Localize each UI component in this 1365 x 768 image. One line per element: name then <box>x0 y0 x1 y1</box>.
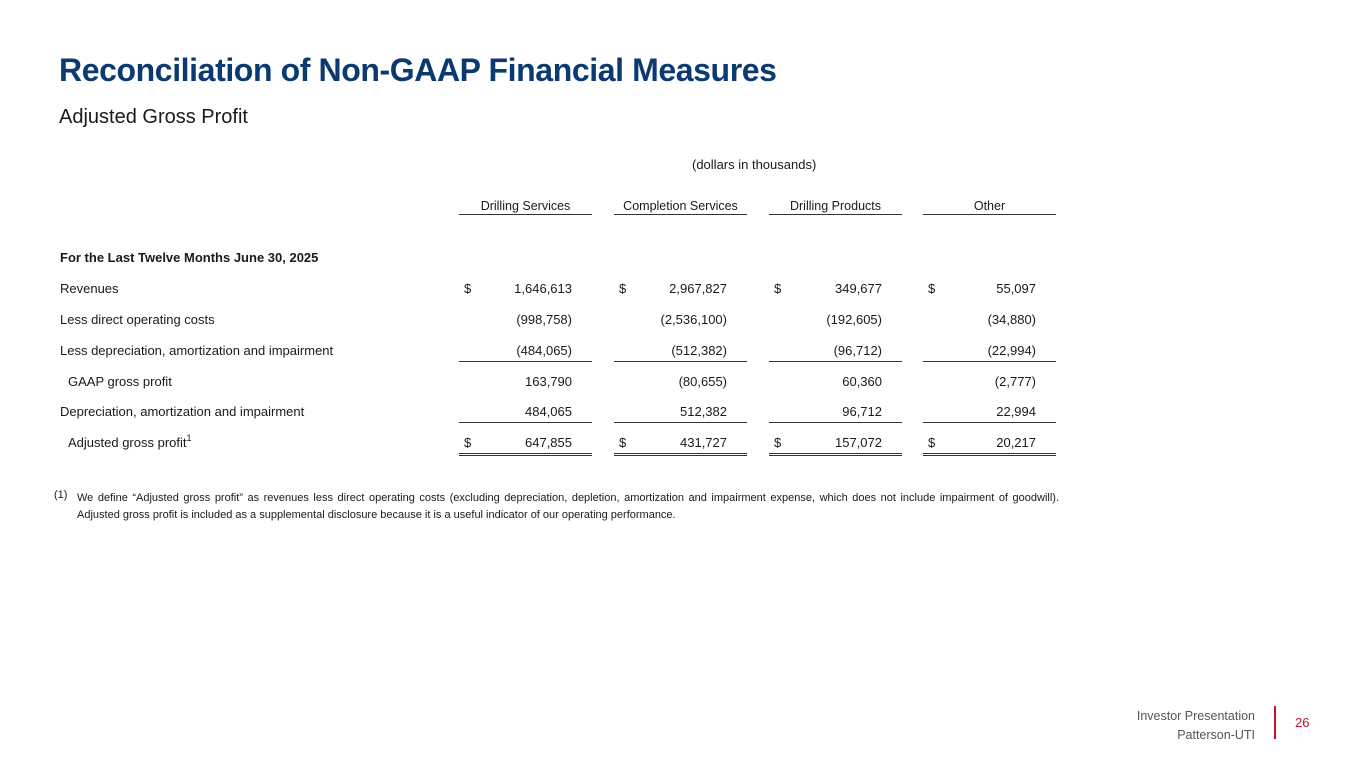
currency-symbol: $ <box>464 435 472 450</box>
table-cell <box>923 343 1056 362</box>
cell-value: 647,855 <box>525 435 572 450</box>
table-cell <box>614 435 747 456</box>
table-cell <box>923 281 1056 299</box>
cell-value: 96,712 <box>842 404 882 419</box>
row-label-gaap-gross-profit: GAAP gross profit <box>68 374 172 389</box>
page-number: 26 <box>1295 715 1310 730</box>
table-cell <box>769 404 902 423</box>
table-cell <box>923 435 1056 456</box>
row-label-depreciation-addback: Depreciation, amortization and impairment <box>60 404 305 419</box>
units-note: (dollars in thousands) <box>692 157 817 172</box>
cell-value: 484,065 <box>525 404 572 419</box>
cell-value: (96,712) <box>833 343 882 358</box>
table-cell <box>923 312 1056 330</box>
column-header-drilling-products: Drilling Products <box>769 199 902 215</box>
footnote-text: We define “Adjusted gross profit” as revenues less direct operating costs (excluding depreciation, depletion, amortization and impairment expense, which does not include impairment of goodwill). Adjusted gross profit is included as a supplemental disclosure because it is a useful indicator of our operating performance. <box>77 492 1059 521</box>
table-cell <box>614 404 747 423</box>
table-cell <box>769 435 902 456</box>
footnote-marker: (1) <box>54 489 68 501</box>
cell-value: (192,605) <box>826 312 882 327</box>
column-header-other: Other <box>923 199 1056 215</box>
footer-presentation-label: Investor Presentation <box>1136 709 1255 723</box>
cell-value: 1,646,613 <box>514 281 572 296</box>
currency-symbol: $ <box>619 435 627 450</box>
cell-value: 2,967,827 <box>669 281 727 296</box>
cell-value: (34,880) <box>987 312 1036 327</box>
table-cell <box>459 374 592 392</box>
page-title: Reconciliation of Non-GAAP Financial Measures <box>59 52 777 88</box>
cell-value: 20,217 <box>996 435 1036 450</box>
cell-value: 163,790 <box>525 374 572 389</box>
table-cell <box>459 435 592 456</box>
cell-value: 349,677 <box>835 281 882 296</box>
page-subtitle: Adjusted Gross Profit <box>59 106 248 128</box>
row-label-revenues: Revenues <box>60 281 119 296</box>
table-cell <box>923 404 1056 423</box>
row-label-adjusted-gross-profit <box>68 435 192 450</box>
table-cell <box>769 343 902 362</box>
cell-value: 22,994 <box>996 404 1036 419</box>
table-cell <box>459 343 592 362</box>
table-cell <box>459 281 592 299</box>
table-cell <box>614 281 747 299</box>
table-cell <box>614 374 747 392</box>
currency-symbol: $ <box>619 281 627 296</box>
currency-symbol: $ <box>464 281 472 296</box>
table-cell <box>923 374 1056 392</box>
table-cell <box>769 374 902 392</box>
cell-value: 431,727 <box>680 435 727 450</box>
cell-value: (2,777) <box>994 374 1036 389</box>
row-label-direct-operating-costs: Less direct operating costs <box>60 312 215 327</box>
cell-value: (80,655) <box>678 374 727 389</box>
cell-value: (22,994) <box>987 343 1036 358</box>
column-header-drilling-services: Drilling Services <box>459 199 592 215</box>
cell-value: 157,072 <box>835 435 882 450</box>
currency-symbol: $ <box>928 281 936 296</box>
cell-value: 55,097 <box>996 281 1036 296</box>
footnote-reference: 1 <box>186 433 192 443</box>
footer-divider <box>1274 706 1276 739</box>
cell-value: (2,536,100) <box>660 312 727 327</box>
cell-value: (512,382) <box>671 343 727 358</box>
table-cell <box>614 312 747 330</box>
cell-value: (998,758) <box>516 312 572 327</box>
table-cell <box>459 404 592 423</box>
period-label: For the Last Twelve Months June 30, 2025 <box>60 250 319 265</box>
cell-value: (484,065) <box>516 343 572 358</box>
table-cell <box>769 281 902 299</box>
row-label-text: Adjusted gross profit <box>68 435 187 450</box>
currency-symbol: $ <box>928 435 936 450</box>
currency-symbol: $ <box>774 435 782 450</box>
cell-value: 512,382 <box>680 404 727 419</box>
footer <box>1137 707 1255 745</box>
column-header-completion-services: Completion Services <box>614 199 747 215</box>
table-cell <box>614 343 747 362</box>
table-cell <box>769 312 902 330</box>
row-label-less-depreciation: Less depreciation, amortization and impairment <box>60 343 334 358</box>
footer-company-name: Patterson-UTI <box>1177 728 1255 742</box>
table-cell <box>459 312 592 330</box>
currency-symbol: $ <box>774 281 782 296</box>
cell-value: 60,360 <box>842 374 882 389</box>
